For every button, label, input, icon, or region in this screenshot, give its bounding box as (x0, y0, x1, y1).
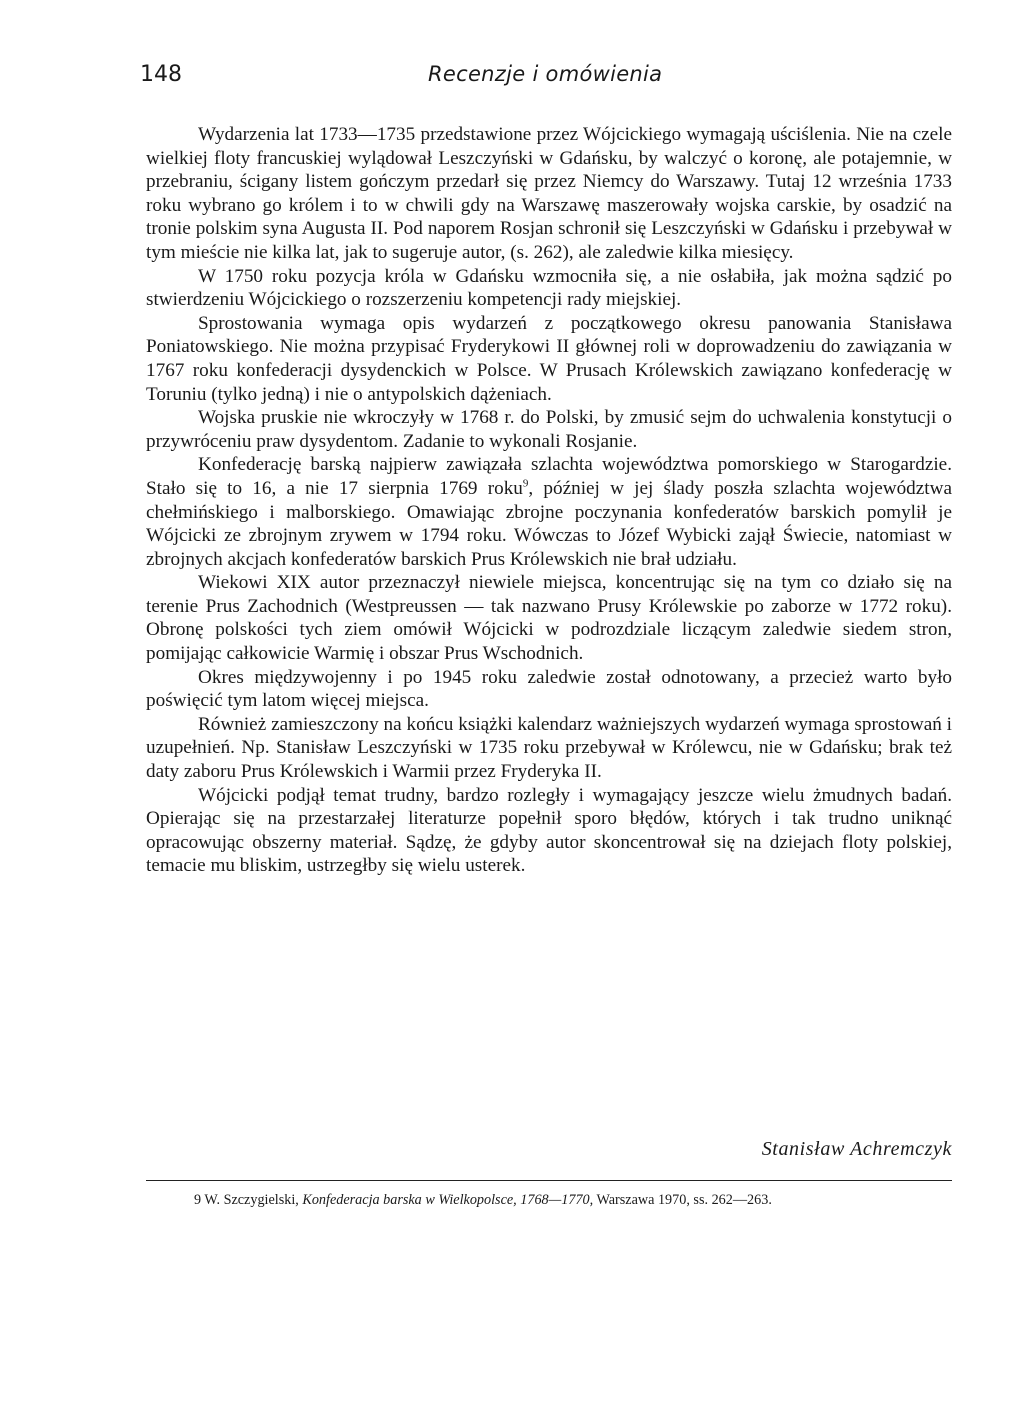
footnote-title: Konfederacja barska w Wielkopolsce, 1768—1770, (302, 1192, 594, 1208)
footnote-number: 9 (194, 1192, 202, 1208)
footnote (146, 1190, 952, 1210)
paragraph: Okres międzywojenny i po 1945 roku zaledwie został odnotowany, a przecież warto było poświęcić tym latom więcej miejsca. (146, 666, 952, 712)
page-number: 148 (140, 62, 182, 87)
paragraph-text: Konfederację barską najpierw zawiązała szlachta województwa pomorskiego w Starogardzie. Stało się to 16, a nie 17 sierpnia 1769 roku (146, 454, 952, 499)
paragraph: Sprostowania wymaga opis wydarzeń z początkowego okresu panowania Stanisława Poniatowskiego. Nie można przypisać Fryderykowi II głównej roli w doprowadzeniu do zawiązania w 1767 roku konfederacji dysydenckich w Polsce. W Prusach Królewskich zawiązano konfederację w Toruniu (tylko jedną) i nie o antypolskich dążeniach. (146, 312, 952, 405)
paragraph: W 1750 roku pozycja króla w Gdańsku wzmocniła się, a nie osłabiła, jak można sądzić po stwierdzeniu Wójcickiego o rozszerzeniu kompetencji rady miejskiej. (146, 265, 952, 311)
paragraph: Wojska pruskie nie wkroczyły w 1768 r. do Polski, by zmusić sejm do uchwalenia konstytucji o przywróceniu praw dysydentom. Zadanie to wykonali Rosjanie. (146, 407, 952, 452)
footnote-reference[interactable]: 9 (522, 477, 529, 490)
article-body (146, 123, 952, 878)
paragraph: Wójcicki podjął temat trudny, bardzo rozległy i wymagający jeszcze wielu żmudnych badań. Opierając się na przestarzałej literaturze popełnił sporo błędów, których i tak trudno uniknąć opracowując obszerny materiał. Sądzę, że gdyby autor skoncentrował się na dziejach floty polskiej, temacie mu bliskim, ustrzegłby się wielu usterek. (146, 784, 952, 877)
paragraph: Wydarzenia lat 1733—1735 przedstawione przez Wójcickiego wymagają uściślenia. Nie na czele wielkiej floty francuskiej wylądował Leszczyński w Gdańsku, by walczyć o koronę, ale potajemnie, w przebraniu, ścigany listem gończym przedarł się przez Niemcy do Warszawy. Tutaj 12 września 1733 roku wybrano go królem i to w chwili gdy na Warszawę maszerowały wojska carskie, by osadzić na tronie polskim syna Augusta II. Pod naporem Rosjan schronił się Leszczyński w Gdańsku i przebywał w tym mieście nie kilka lat, jak to sugeruje autor, (s. 262), ale zaledwie kilka miesięcy. (146, 124, 952, 263)
footnote-divider (146, 1180, 952, 1181)
paragraph: Wiekowi XIX autor przeznaczył niewiele miejsca, koncentrując się na tym co działo się na terenie Prus Zachodnich (Westpreussen — tak nazwano Prusy Królewskie po zaborze w 1772 roku). Obronę polskości tych ziem omówił Wójcicki w podrozdziale liczącym zaledwie siedem stron, pomijając całkowicie Warmię i obszar Prus Wschodnich. (146, 572, 952, 665)
footnote-author: W. Szczygielski, (204, 1192, 299, 1208)
footnote-publication: Warszawa 1970, ss. 262—263. (596, 1192, 772, 1208)
running-title: Recenzje i omówienia (428, 62, 663, 86)
paragraph-with-footnote (146, 453, 952, 571)
paragraph-text: , później w jej ślady poszła szlachta województwa chełmińskiego i malborskiego. Omawiając zbrojne poczynania konfederatów barskich pomylił je Wójcicki ze zbrojnym zrywem w 1794 roku. Wówczas to Józef Wybicki zajął Świecie, natomiast w zbrojnych akcjach konfederatów barskich Prus Królewskich nie brał udziału. (146, 477, 952, 570)
running-header (140, 62, 952, 96)
author-signature: Stanisław Achremczyk (761, 1138, 952, 1160)
paragraph: Również zamieszczony na końcu książki kalendarz ważniejszych wydarzeń wymaga sprostowań i uzupełnień. Np. Stanisław Leszczyński w 1735 roku przebywał w Królewcu, nie w Gdańsku; brak też daty zaboru Prus Królewskich i Warmii przez Fryderyka II. (146, 713, 952, 783)
